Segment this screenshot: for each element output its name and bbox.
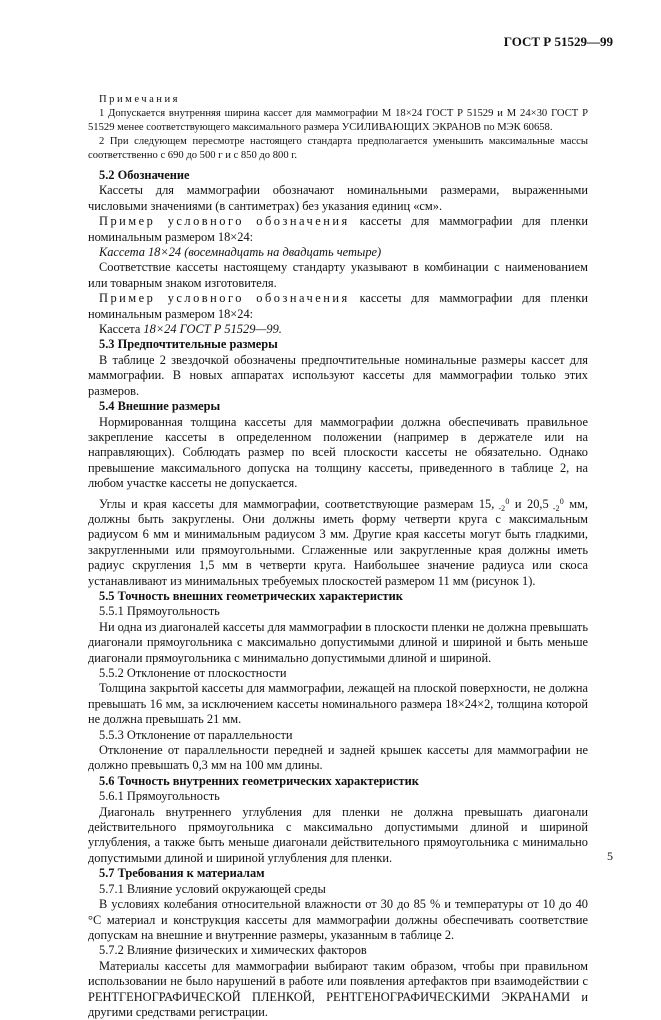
tolerance-lower-1: -2 [498,503,506,513]
section-5-4-paragraph-2 [88,497,588,589]
section-5-4-p2-part-a: Углы и края кассеты для маммографии, соответствующие размерам 15, [99,496,495,511]
example-label-2: Пример условного обозначения [99,291,350,306]
notes-title: Примечания [99,94,180,105]
example-label-1: Пример условного обозначения [99,214,350,229]
section-5-4-p2-part-c: мм, должны быть закруглены. Они должны иметь форму четверти круга с максимальным радиусом 6 мм и минимальным радиусом 3 мм. Другие края кассеты могут быть гладкими, закругленными или прямоугольными. Сглаженные или закругленные края должны иметь радиус скругления 1,5 мм в четверти круга. Наибольшее значение радиуса или скоса устанавливают из минимальных требуемых плоскостей размером 11 мм (рисунок 1). [88,496,589,588]
section-5-5-3-paragraph: Отклонение от параллельности передней и задней крышек кассеты для маммографии не должно превышать 0,3 мм на 100 мм длины. [88,743,588,773]
standard-number: ГОСТ Р 51529—99 [503,34,613,49]
example-designation-1 [88,214,588,245]
example-value-2 [88,322,588,337]
section-5-5-1-heading: 5.5.1 Прямоугольность [99,604,220,619]
section-5-7-1-heading: 5.7.1 Влияние условий окружающей среды [99,881,326,896]
section-5-3-paragraph: В таблице 2 звездочкой обозначены предпочтительные номинальные размеры кассет для маммографии. В новых аппаратах используют кассеты для маммографии только этих размеров. [88,352,588,398]
example-text-2: кассеты для маммографии для пленки номинальным размером 18×24: [88,291,588,321]
section-5-6-heading: 5.6 Точность внутренних геометрических характеристик [99,773,419,788]
section-5-7-2-heading: 5.7.2 Влияние физических и химических факторов [99,943,367,958]
section-5-7-2-paragraph: Материалы кассеты для маммографии выбирают таким образом, чтобы при правильном использовании не было нарушений в работе или появления артефактов при взаимодействии с РЕНТГЕНОГРАФИЧЕСКОЙ ПЛЕНКОЙ, РЕНТГЕНОГРАФИЧЕСКИМИ ЭКРАНАМИ и другими средствами регистрации. [88,958,588,1019]
section-5-5-3-heading: 5.5.3 Отклонение от параллельности [99,727,293,742]
section-5-6-1-paragraph: Диагональ внутреннего углубления для пленки не должна превышать диагонали действительного прямоугольника с максимально допустимыми длиной и шириной углубления, а также быть меньше диагонали действительного прямоугольника с минимально допустимыми длиной и шириной углубления для пленки. [88,804,588,865]
section-5-3-heading: 5.3 Предпочтительные размеры [99,337,278,352]
note-1: 1 Допускается внутренняя ширина кассет для маммографии М 18×24 ГОСТ Р 51529 и М 24×30 ГОСТ Р 51529 менее соответствующего максимального размера УСИЛИВАЮЩИХ ЭКРАНОВ по МЭК 60658. [88,108,588,133]
section-5-5-heading: 5.5 Точность внешних геометрических характеристик [99,588,403,603]
tolerance-upper-1: 0 [505,496,510,506]
page-number: 5 [607,849,613,863]
section-5-4-paragraph-1: Нормированная толщина кассеты для маммографии должна обеспечивать правильное закрепление кассеты в определенном положении (например в держателе или на направляющих). Соблюдать размер по всей плоскости кассеты не обязательно. Однако превышение максимального допуска на толщину кассеты, приведенного в таблице 2, на любом участке кассеты не допускается. [88,414,588,491]
section-5-2-paragraph-2: Соответствие кассеты настоящему стандарту указывают в комбинации с наименованием или товарным знаком изготовителя. [88,260,588,290]
tolerance-fraction-2 [549,498,564,512]
section-5-4-heading: 5.4 Внешние размеры [99,399,221,414]
section-5-2-heading: 5.2 Обозначение [99,168,190,182]
section-5-6-1-heading: 5.6.1 Прямоугольность [99,789,220,804]
section-5-7-1-paragraph: В условиях колебания относительной влажности от 30 до 85 % и температуры от 10 до 40 °С материал и конструкция кассеты для маммографии должны обеспечивать соответствие допускам на внешние и внутренние размеры, указанным в таблице 2. [88,897,588,942]
section-5-5-2-paragraph: Толщина закрытой кассеты для маммографии, лежащей на плоской поверхности, не должна превышать 16 мм, за исключением кассеты номинального размера 18×24×2, толщина которой не должна превышать 21 мм. [88,681,588,727]
example-designation-2 [88,291,588,322]
example-value-1: Кассета 18×24 (восемнадцать на двадцать четыре) [99,245,382,260]
section-5-7-heading: 5.7 Требования к материалам [99,866,265,881]
example-value-2-italic: 18×24 ГОСТ Р 51529—99. [143,322,282,337]
tolerance-upper-2: 0 [559,496,564,506]
section-5-4-p2-part-b: и 20,5 [509,496,549,511]
example-value-2-prefix: Кассета [99,322,144,337]
page-content [88,93,588,1020]
tolerance-fraction-1 [494,498,509,512]
example-text-1: кассеты для маммографии для пленки номинальным размером 18×24: [88,214,588,244]
note-2: 2 При следующем пересмотре настоящего стандарта предполагается уменьшить максимальные массы соответственно с 690 до 500 г и с 850 до 800 г. [88,136,588,161]
tolerance-lower-2: -2 [552,503,560,513]
section-5-2-paragraph-1: Кассеты для маммографии обозначают номинальными размерами, выраженными числовыми значениями (в сантиметрах) без указания единиц «см». [88,183,588,213]
section-5-5-2-heading: 5.5.2 Отклонение от плоскостности [99,666,287,680]
section-5-5-1-paragraph: Ни одна из диагоналей кассеты для маммографии в плоскости пленки не должна превышать диагонали прямоугольника с максимально допустимыми длиной и шириной и быть меньше диагонали прямоугольника с минимально допустимыми длиной и шириной. [88,619,588,665]
